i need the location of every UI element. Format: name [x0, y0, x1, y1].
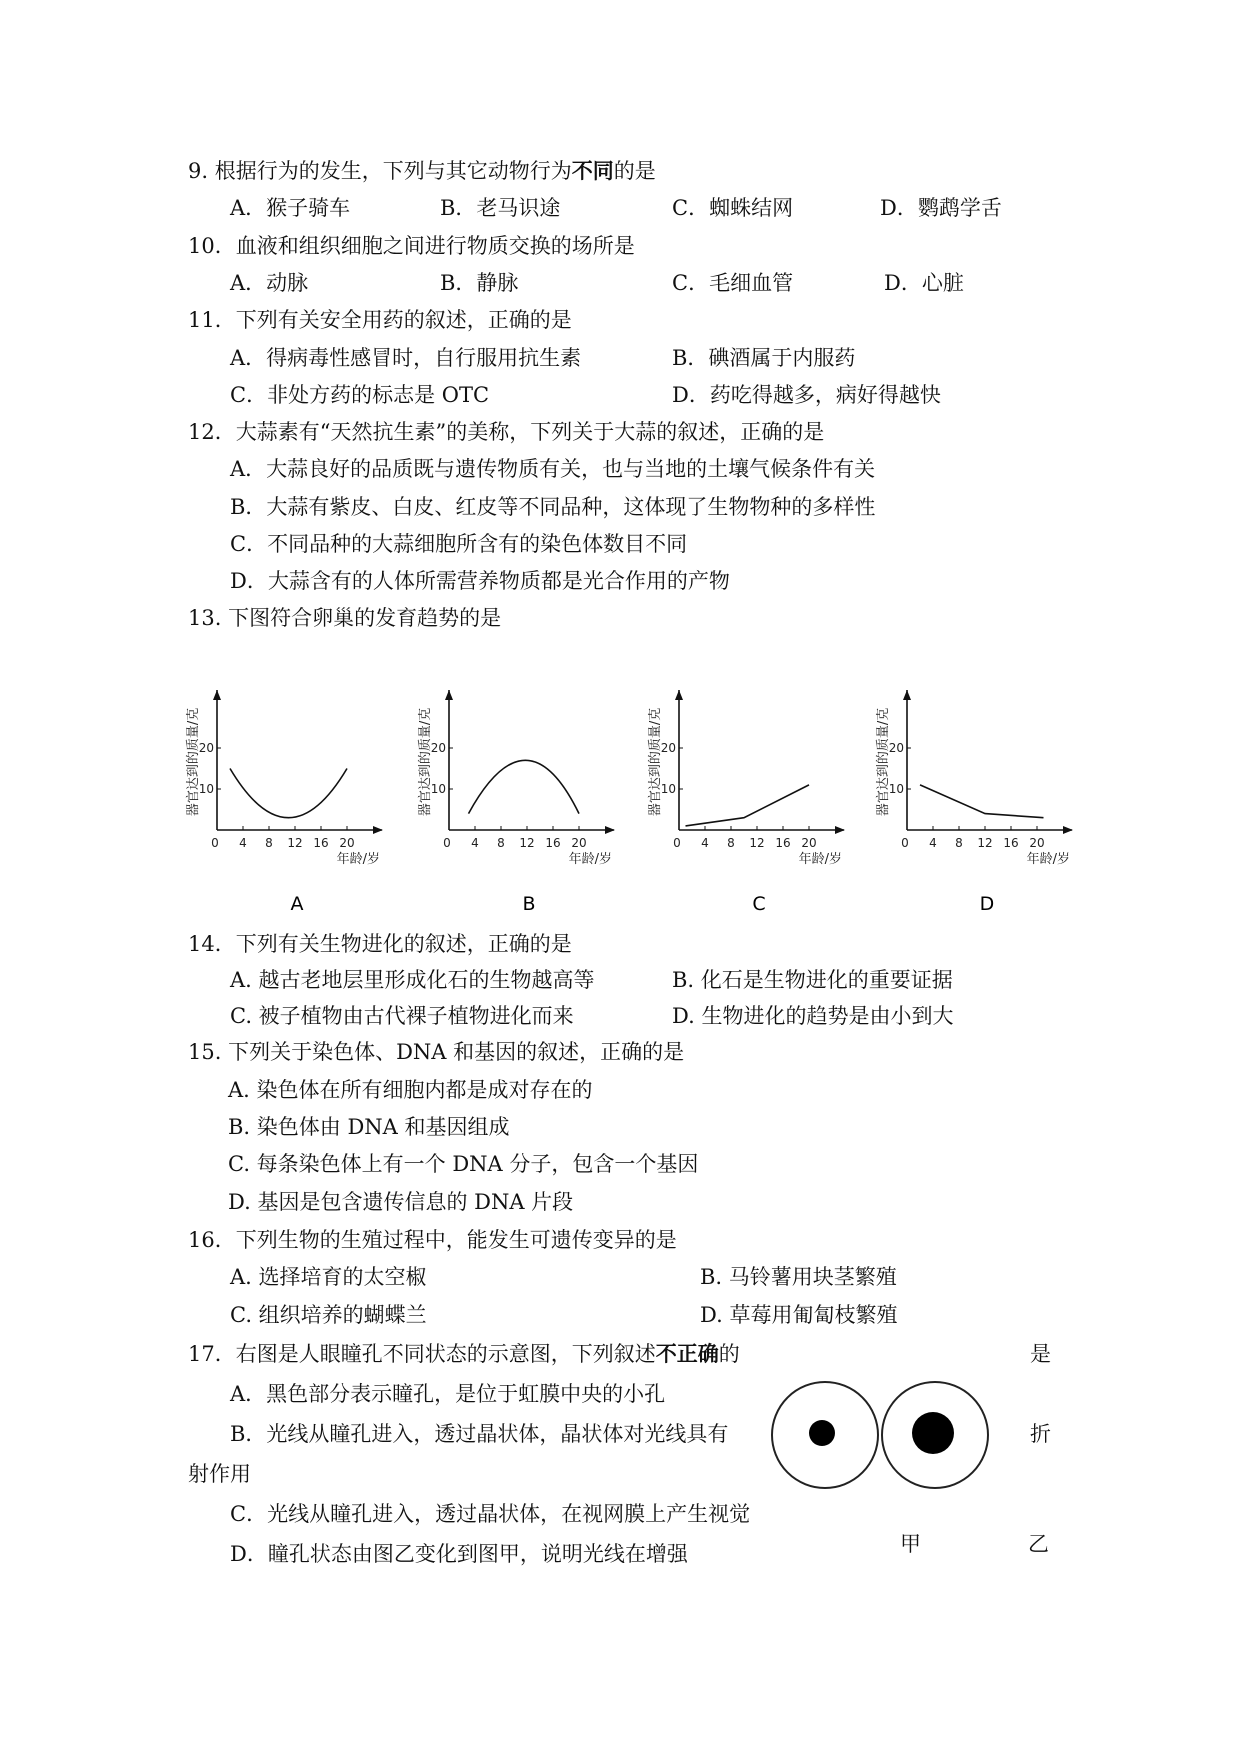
- q16-option-b: B. 马铃薯用块茎繁殖: [700, 1265, 897, 1289]
- q9-option-d: D．鹦鹉学舌: [880, 196, 1002, 220]
- q15-option-c: C. 每条染色体上有一个 DNA 分子，包含一个基因: [228, 1152, 699, 1176]
- q17-option-b-continued: 射作用: [188, 1462, 251, 1486]
- chart-c-caption: C: [752, 893, 766, 915]
- q15-option-a: A. 染色体在所有细胞内都是成对存在的: [228, 1078, 593, 1102]
- chart-d-series-line: [920, 785, 1044, 818]
- q10-option-a: A．动脉: [230, 271, 309, 295]
- q9-option-c: C．蜘蛛结网: [672, 196, 794, 220]
- q14-option-b: B. 化石是生物进化的重要证据: [672, 968, 953, 992]
- q10-option-d: D．心脏: [884, 271, 964, 295]
- chart-d-y-label: 器官达到的质量/克: [876, 707, 891, 817]
- chart-a-xtick-label: 0: [211, 836, 219, 850]
- chart-a-xtick-label: 8: [265, 836, 273, 850]
- q14-option-a: A. 越古老地层里形成化石的生物越高等: [230, 968, 595, 992]
- chart-c-xtick-label: 20: [801, 836, 817, 850]
- q9-emphasis: 不同: [571, 158, 614, 183]
- chart-b-x-label: 年龄/岁: [568, 852, 612, 867]
- q15-option-d: D. 基因是包含遗传信息的 DNA 片段: [228, 1190, 574, 1214]
- chart-c-ytick-label: 20: [660, 741, 676, 755]
- chart-c-series-line: [686, 785, 810, 826]
- chart-c-xtick-label: 0: [673, 836, 681, 850]
- chart-c-y-label: 器官达到的质量/克: [648, 707, 663, 817]
- chart-d-xtick-label: 8: [955, 836, 963, 850]
- q15-stem: 15. 下列关于染色体、DNA 和基因的叙述，正确的是: [188, 1040, 685, 1064]
- chart-a-series-line: [230, 769, 347, 818]
- chart-d-ytick-label: 20: [888, 741, 904, 755]
- figure-label-jia: 甲: [900, 1532, 921, 1556]
- chart-a-xtick-label: 20: [339, 836, 355, 850]
- chart-b-y-label: 器官达到的质量/克: [418, 707, 433, 817]
- chart-d-xtick-label: 0: [901, 836, 909, 850]
- q17-option-a: A．黑色部分表示瞳孔，是位于虹膜中央的小孔: [230, 1382, 666, 1406]
- chart-a-ytick-label: 10: [198, 782, 214, 796]
- q16-option-c: C. 组织培养的蝴蝶兰: [230, 1303, 427, 1327]
- chart-c-xtick-label: 16: [775, 836, 791, 850]
- chart-c-xtick-label: 8: [727, 836, 735, 850]
- eye-jia-pupil: [809, 1420, 835, 1446]
- q10-option-c: C．毛细血管: [672, 271, 794, 295]
- chart-b-series-line: [469, 760, 580, 813]
- chart-a-xtick-label: 4: [239, 836, 247, 850]
- eye-yi-pupil: [912, 1412, 954, 1454]
- q17-stem: 17．右图是人眼瞳孔不同状态的示意图，下列叙述不正确的: [188, 1341, 740, 1366]
- q11-option-d: D．药吃得越多，病好得越快: [672, 383, 941, 407]
- chart-b-xtick-label: 20: [571, 836, 587, 850]
- chart-d-caption: D: [979, 893, 995, 915]
- chart-c-x-label: 年龄/岁: [798, 852, 842, 867]
- q9-option-b: B．老马识途: [440, 196, 561, 220]
- q16-stem: 16．下列生物的生殖过程中，能发生可遗传变异的是: [188, 1228, 677, 1252]
- q17-option-b-end: 折: [1030, 1422, 1051, 1446]
- q11-stem: 11．下列有关安全用药的叙述，正确的是: [188, 308, 572, 332]
- chart-b-xtick-label: 4: [471, 836, 479, 850]
- q17-option-c: C．光线从瞳孔进入，透过晶状体，在视网膜上产生视觉: [230, 1502, 751, 1526]
- q10-stem: 10．血液和组织细胞之间进行物质交换的场所是: [188, 234, 635, 258]
- chart-a-y-arrow: [213, 690, 221, 700]
- q17-emphasis: 不正确: [655, 1341, 719, 1366]
- q15-option-b: B. 染色体由 DNA 和基因组成: [228, 1115, 510, 1139]
- q17-option-b: B．光线从瞳孔进入，透过晶状体，晶状体对光线具有: [230, 1422, 729, 1446]
- q12-option-b: B．大蒜有紫皮、白皮、红皮等不同品种，这体现了生物物种的多样性: [230, 495, 876, 519]
- chart-b-xtick-label: 8: [497, 836, 505, 850]
- chart-c-xtick-label: 12: [749, 836, 765, 850]
- q17-stem-end: 是: [1030, 1342, 1051, 1366]
- q16-option-d: D. 草莓用匍匐枝繁殖: [700, 1303, 898, 1327]
- q14-stem: 14．下列有关生物进化的叙述，正确的是: [188, 932, 572, 956]
- pupil-figure: [765, 1375, 995, 1495]
- chart-b-xtick-label: 0: [443, 836, 451, 850]
- chart-a-xtick-label: 16: [313, 836, 329, 850]
- q12-option-a: A．大蒜良好的品质既与遗传物质有关，也与当地的土壤气候条件有关: [230, 457, 876, 481]
- chart-d-x-label: 年龄/岁: [1026, 852, 1070, 867]
- chart-b-x-arrow: [605, 826, 615, 834]
- chart-b-y-arrow: [445, 690, 453, 700]
- chart-c-xtick-label: 4: [701, 836, 709, 850]
- chart-d-xtick-label: 4: [929, 836, 937, 850]
- q14-option-c: C. 被子植物由古代裸子植物进化而来: [230, 1004, 574, 1028]
- chart-b-xtick-label: 12: [519, 836, 535, 850]
- chart-b-xtick-label: 16: [545, 836, 561, 850]
- chart-d-y-arrow: [903, 690, 911, 700]
- chart-a-caption: A: [290, 893, 304, 915]
- q17-option-d: D．瞳孔状态由图乙变化到图甲，说明光线在增强: [230, 1542, 688, 1566]
- chart-d-ytick-label: 10: [888, 782, 904, 796]
- q12-option-d: D．大蒜含有的人体所需营养物质都是光合作用的产物: [230, 569, 730, 593]
- q9-stem: 9. 根据行为的发生，下列与其它动物行为不同的是: [188, 158, 656, 183]
- q13-stem: 13. 下图符合卵巢的发育趋势的是: [188, 606, 502, 630]
- q11-option-c: C．非处方药的标志是 OTC: [230, 383, 490, 407]
- figure-label-yi: 乙: [1028, 1532, 1049, 1556]
- chart-c-y-arrow: [675, 690, 683, 700]
- q10-option-b: B．静脉: [440, 271, 519, 295]
- chart-d-xtick-label: 12: [977, 836, 993, 850]
- chart-d-xtick-label: 16: [1003, 836, 1019, 850]
- chart-b-ytick-label: 20: [430, 741, 446, 755]
- chart-a-x-label: 年龄/岁: [336, 852, 380, 867]
- chart-b-ytick-label: 10: [430, 782, 446, 796]
- chart-a-ytick-label: 20: [198, 741, 214, 755]
- chart-b-caption: B: [522, 893, 536, 915]
- chart-c-ytick-label: 10: [660, 782, 676, 796]
- chart-d-x-arrow: [1063, 826, 1073, 834]
- q12-option-c: C．不同品种的大蒜细胞所含有的染色体数目不同: [230, 532, 688, 556]
- chart-c-x-arrow: [835, 826, 845, 834]
- q14-option-d: D. 生物进化的趋势是由小到大: [672, 1004, 954, 1028]
- q9-option-a: A．猴子骑车: [230, 196, 351, 220]
- q11-option-b: B．碘酒属于内服药: [672, 346, 856, 370]
- chart-d-xtick-label: 20: [1029, 836, 1045, 850]
- q13-charts: [185, 690, 1105, 920]
- chart-a-xtick-label: 12: [287, 836, 303, 850]
- chart-a-x-arrow: [373, 826, 383, 834]
- q16-option-a: A. 选择培育的太空椒: [230, 1265, 427, 1289]
- q11-option-a: A．得病毒性感冒时，自行服用抗生素: [230, 346, 582, 370]
- chart-a-y-label: 器官达到的质量/克: [186, 707, 201, 817]
- q12-stem: 12．大蒜素有“天然抗生素”的美称，下列关于大蒜的叙述，正确的是: [188, 420, 825, 444]
